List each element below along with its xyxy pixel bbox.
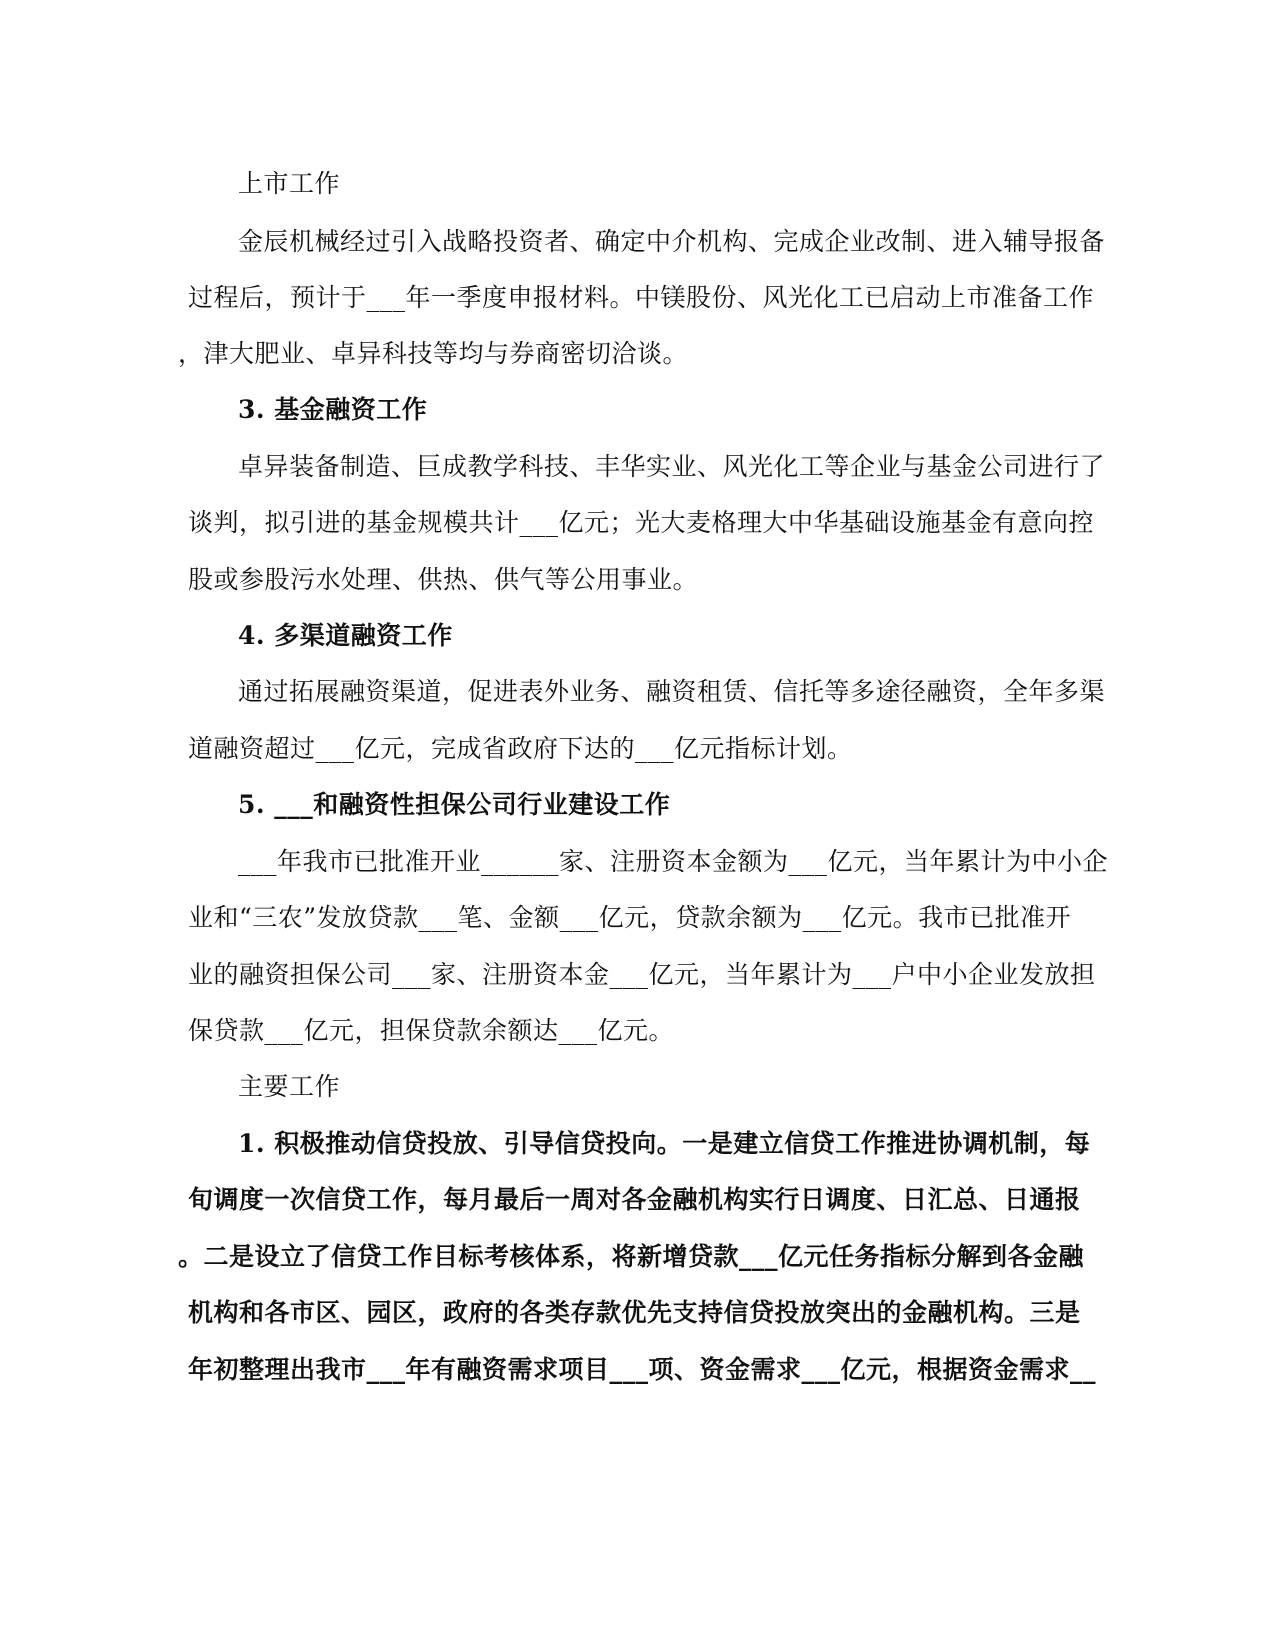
paragraph-line: 机构和各市区、园区，政府的各类存款优先支持信贷投放突出的金融机构。三是 bbox=[188, 1298, 1081, 1327]
paragraph-line: 金辰机械经过引入战略投资者、确定中介机构、完成企业改制、进入辅导报备 bbox=[238, 227, 1106, 256]
paragraph-line: 业和“三农”发放贷款___笔、金额___亿元，贷款余额为___亿元。我市已批准开 bbox=[188, 903, 1072, 932]
paragraph-line: 业的融资担保公司___家、注册资本金___亿元，当年累计为___户中小企业发放担 bbox=[188, 960, 1096, 989]
paragraph-line: 旬调度一次信贷工作，每月最后一周对各金融机构实行日调度、日汇总、日通报 bbox=[188, 1185, 1081, 1214]
paragraph-line: 卓异装备制造、巨成教学科技、丰华实业、风光化工等企业与基金公司进行了 bbox=[238, 452, 1106, 481]
paragraph-line: 年初整理出我市___年有融资需求项目___项、资金需求___亿元，根据资金需求__ bbox=[188, 1355, 1097, 1384]
paragraph-line: 1. 积极推动信贷投放、引导信贷投向。一是建立信贷工作推进协调机制，每 bbox=[238, 1129, 1091, 1158]
heading-guarantee-industry: 5. ___和融资性担保公司行业建设工作 bbox=[238, 790, 671, 819]
heading-fund-financing: 3. 基金融资工作 bbox=[238, 395, 428, 424]
paragraph-line: 过程后，预计于___年一季度申报材料。中镁股份、风光化工已启动上市准备工作 bbox=[188, 283, 1095, 312]
heading-multi-channel-financing: 4. 多渠道融资工作 bbox=[238, 621, 453, 650]
paragraph-line: ___年我市已批准开业______家、注册资本金额为___亿元，当年累计为中小企 bbox=[238, 847, 1109, 876]
paragraph-line: 谈判，拟引进的基金规模共计___亿元；光大麦格理大中华基础设施基金有意向控 bbox=[188, 508, 1095, 537]
paragraph-line: 道融资超过___亿元，完成省政府下达的___亿元指标计划。 bbox=[188, 734, 853, 763]
paragraph-line: 通过拓展融资渠道，促进表外业务、融资租赁、信托等多途径融资，全年多渠 bbox=[238, 677, 1106, 706]
heading-main-work: 主要工作 bbox=[238, 1072, 341, 1101]
paragraph-line: 。二是设立了信贷工作目标考核体系，将新增贷款___亿元任务指标分解到各金融 bbox=[178, 1242, 1085, 1271]
heading-listing-work: 上市工作 bbox=[238, 169, 341, 198]
paragraph-line: 保贷款___亿元，担保贷款余额达___亿元。 bbox=[188, 1016, 675, 1045]
paragraph-line: 股或参股污水处理、供热、供气等公用事业。 bbox=[188, 565, 699, 594]
paragraph-line: ，津大肥业、卓异科技等均与券商密切洽谈。 bbox=[178, 339, 689, 368]
